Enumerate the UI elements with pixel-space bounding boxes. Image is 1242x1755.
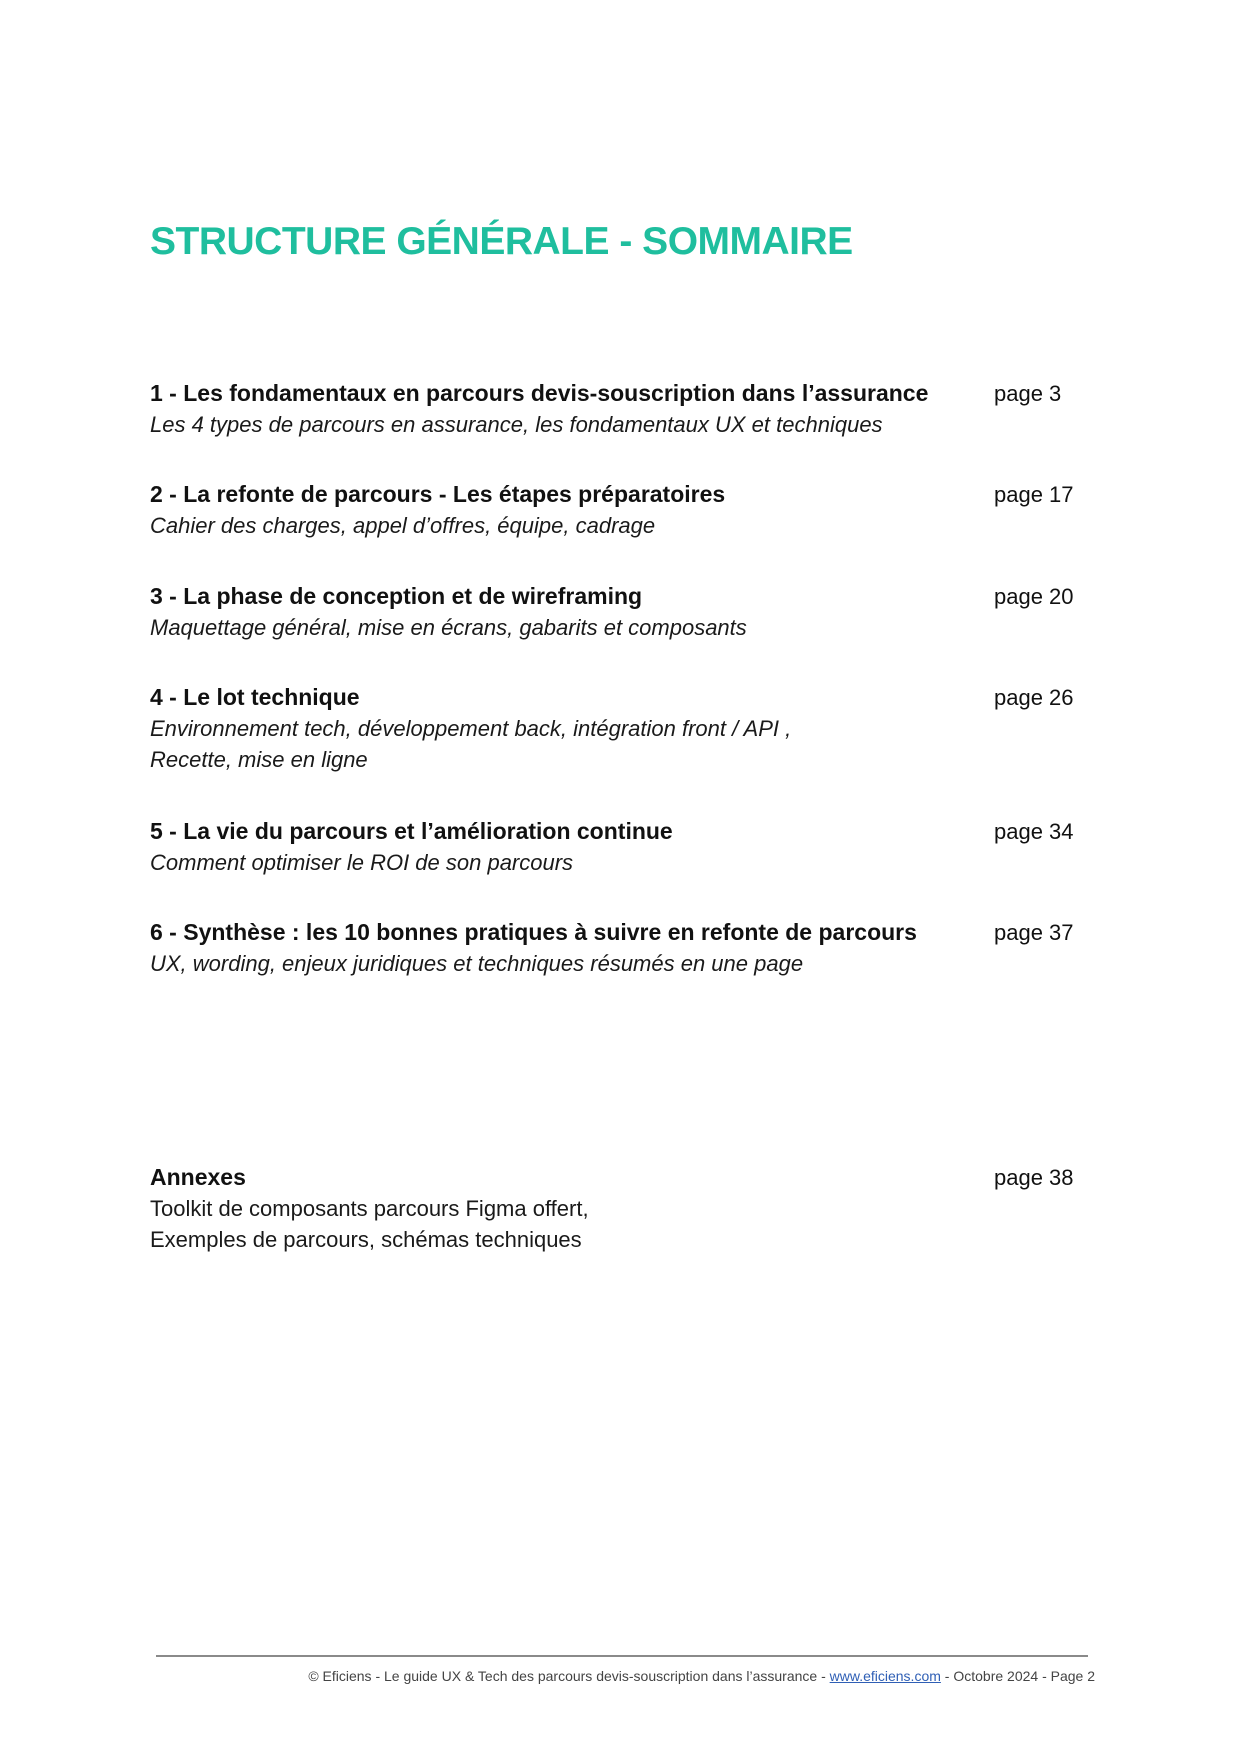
toc-entry-page-number: page 38	[994, 1165, 1074, 1190]
toc-entry-page-number: page 3	[994, 381, 1062, 406]
toc-entry-description: Exemples de parcours, schémas techniques	[150, 1227, 582, 1252]
toc-entry-title[interactable]: Annexes	[150, 1164, 246, 1190]
toc-entry-subtitle: Comment optimiser le ROI de son parcours	[150, 850, 574, 875]
toc-entry-page-number: page 20	[994, 584, 1074, 609]
toc-entry-3[interactable]	[150, 581, 1085, 643]
page-title: STRUCTURE GÉNÉRALE - SOMMAIRE	[150, 220, 853, 263]
toc-entry-page-number: page 17	[994, 482, 1074, 507]
toc-entry-title[interactable]: 4 - Le lot technique	[150, 684, 360, 710]
toc-entry-page-number: page 26	[994, 685, 1074, 710]
toc-entry-page-number: page 37	[994, 920, 1074, 945]
footer-copyright: © Eficiens - Le guide UX & Tech des parcours devis-souscription dans l’assurance -	[308, 1668, 830, 1684]
toc-entry-5[interactable]	[150, 816, 1085, 878]
footer-website-link[interactable]: www.eficiens.com	[829, 1668, 941, 1684]
toc-entry-subtitle: Maquettage général, mise en écrans, gabarits et composants	[150, 615, 747, 640]
toc-entry-annexes[interactable]	[150, 1162, 1085, 1255]
toc-entry-6[interactable]	[150, 917, 1085, 979]
toc-entry-subtitle: Recette, mise en ligne	[150, 747, 368, 772]
toc-entry-title[interactable]: 3 - La phase de conception et de wireframing	[150, 583, 643, 609]
toc-entry-title[interactable]: 2 - La refonte de parcours - Les étapes préparatoires	[150, 481, 726, 507]
footer-divider	[156, 1655, 1088, 1657]
footer-date-page: - Octobre 2024 - Page 2	[940, 1668, 1095, 1684]
toc-entry-4[interactable]	[150, 682, 1085, 775]
toc-entry-page-number: page 34	[994, 819, 1074, 844]
toc-entry-subtitle: Cahier des charges, appel d’offres, équipe, cadrage	[150, 513, 656, 538]
toc-entry-title[interactable]: 5 - La vie du parcours et l’amélioration continue	[150, 818, 673, 844]
toc-entry-title[interactable]: 1 - Les fondamentaux en parcours devis-souscription dans l’assurance	[150, 380, 929, 406]
toc-entry-description: Toolkit de composants parcours Figma offert,	[150, 1196, 589, 1221]
toc-entry-subtitle: Les 4 types de parcours en assurance, les fondamentaux UX et techniques	[150, 412, 883, 437]
toc-entry-subtitle: Environnement tech, développement back, intégration front / API ,	[150, 716, 792, 741]
toc-entry-subtitle: UX, wording, enjeux juridiques et techniques résumés en une page	[150, 951, 804, 976]
toc-entry-2[interactable]	[150, 479, 1085, 541]
footer	[308, 1666, 1095, 1686]
toc-entry-1[interactable]	[150, 378, 1085, 440]
toc-entry-title[interactable]: 6 - Synthèse : les 10 bonnes pratiques à suivre en refonte de parcours	[150, 919, 917, 945]
